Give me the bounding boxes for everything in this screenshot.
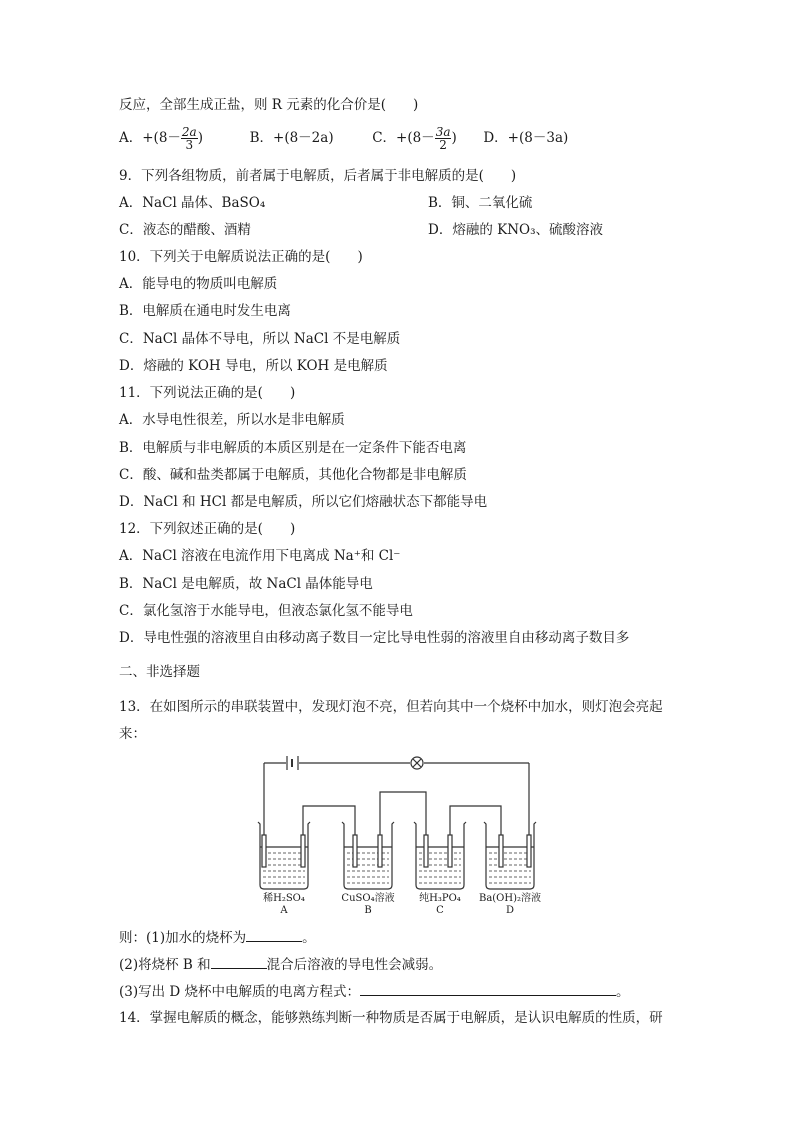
beaker-b-label: CuSO₄溶液 [341,893,395,904]
q14-stem: 14．掌握电解质的概念，能够熟练判断一种物质是否属于电解质，是认识电解质的性质，研 [119,1010,663,1026]
q11-option-b: B．电解质与非电解质的本质区别是在一定条件下能否电离 [119,440,467,456]
beaker-d-letter: D [505,905,515,916]
q10-stem: 10．下列关于电解质说法正确的是( ) [119,249,363,265]
answer-blank-2[interactable] [211,954,267,969]
beaker-a [258,822,310,889]
beaker-b-letter: B [364,905,372,916]
q12-option-d: D．导电性强的溶液里自由移动离子数目一定比导电性弱的溶液里自由移动离子数目多 [119,630,630,646]
beaker-c [414,822,466,889]
q9-option-c: C．液态的醋酸、酒精 [119,222,251,238]
q12-option-c: C．氯化氢溶于水能导电，但液态氯化氢不能导电 [119,603,413,619]
section-heading: 二、非选择题 [119,664,200,680]
q13-part1: 则：(1)加水的烧杯为 。 [119,927,316,948]
fraction: $\frac{2a}{3}$ [181,125,197,152]
q13-part3: (3)写出 D 烧杯中电解质的电离方程式： 。 [119,981,630,1002]
beaker-a-label: 稀H₂SO₄ [263,893,305,904]
wire-a-b [303,806,355,860]
q9-option-a: A．NaCl 晶体、BaSO₄ [119,195,266,211]
beaker-c-label: 纯H₃PO₄ [419,893,461,904]
q9-option-d: D．熔融的 KNO₃、硫酸溶液 [428,222,603,238]
q10-option-a: A．能导电的物质叫电解质 [119,276,278,292]
q10-option-d: D．熔融的 KOH 导电，所以 KOH 是电解质 [119,358,388,374]
q11-option-c: C．酸、碱和盐类都属于电解质，其他化合物都是非电解质 [119,467,467,483]
q12-option-b: B．NaCl 是电解质，故 NaCl 晶体能导电 [119,576,373,592]
q11-option-a: A．水导电性很差，所以水是非电解质 [119,412,345,428]
beaker-d-label: Ba(OH)₂溶液 [478,893,542,904]
q13-stem: 13．在如图所示的串联装置中，发现灯泡不亮，但若向其中一个烧杯中加水，则灯泡会亮起来： [119,699,663,742]
q11-stem: 11．下列说法正确的是( ) [119,385,296,401]
answer-blank-1[interactable] [246,927,302,942]
q8-options [119,126,568,151]
beaker-a-letter: A [280,905,288,916]
q13-part2: (2)将烧杯 B 和 混合后溶液的导电性会减弱。 [119,954,442,975]
answer-blank-3[interactable] [360,981,616,996]
beaker-d [484,822,536,889]
wire-c-d [450,806,501,860]
circuit-diagram [240,752,560,917]
q8-option-a: A．+(8－ $\frac{2a}{3}$ ) [119,125,203,152]
q11-option-d: D．NaCl 和 HCl 都是电解质，所以它们熔融状态下都能导电 [119,494,488,510]
fraction: $\frac{3a}{2}$ [435,125,451,152]
q8-option-b: B．+(8－2a) [249,130,334,146]
q8-option-d: D．+(8－3a) [483,130,569,146]
wire-b-c [380,792,426,860]
beaker-c-letter: C [436,905,444,916]
q8-option-c: C．+(8－ $\frac{3a}{2}$ ) [372,125,457,152]
q12-option-a: A．NaCl 溶液在电流作用下电离成 Na⁺和 Cl⁻ [119,548,401,564]
q9-option-b: B．铜、二氧化硫 [428,195,533,211]
q12-stem: 12．下列叙述正确的是( ) [119,521,296,537]
beaker-b [342,822,394,889]
q10-option-c: C．NaCl 晶体不导电，所以 NaCl 不是电解质 [119,331,401,347]
q9-stem: 9．下列各组物质，前者属于电解质，后者属于非电解质的是( ) [119,168,517,184]
q10-option-b: B．电解质在通电时发生电离 [119,303,291,319]
q8-stem-tail: 反应，全部生成正盐，则 R 元素的化合价是( ) [119,97,419,113]
